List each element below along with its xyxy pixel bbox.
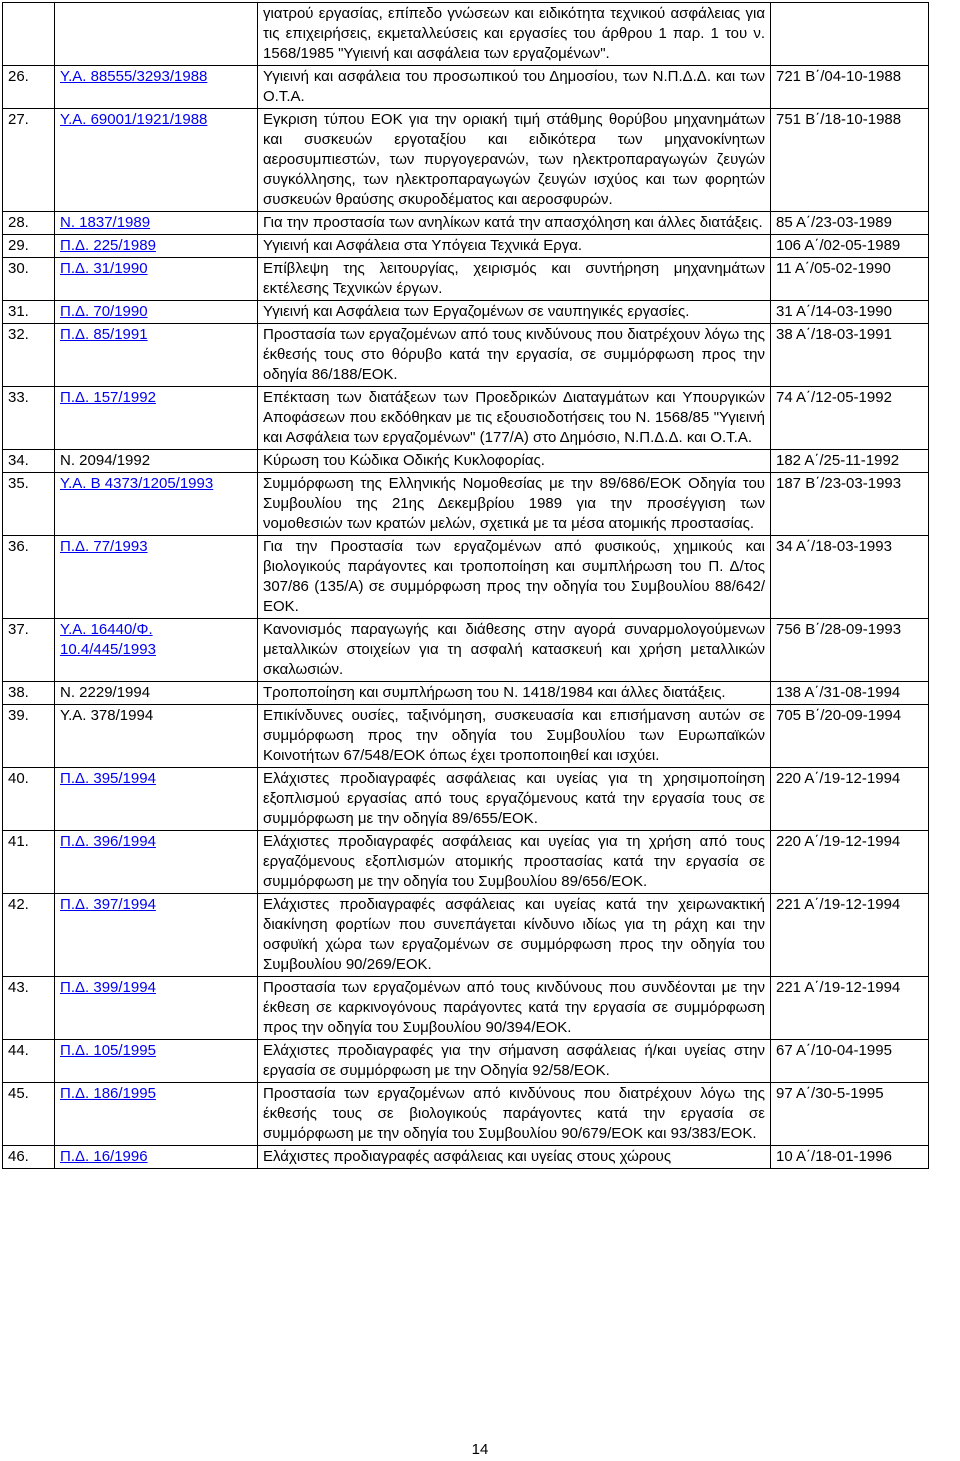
gazette-reference: 221 Α΄/19-12-1994 [771,977,929,1040]
table-row [3,831,929,894]
law-description: Ελάχιστες προδιαγραφές ασφάλειας και υγείας για τη χρησιμοποίηση εξοπλισμού εργασίας από τους εργαζόμενους κατά την εργασία τους σε συμμόρφωση με την οδηγία 89/655/ΕΟΚ. [258,768,771,831]
gazette-reference: 187 Β΄/23-03-1993 [771,473,929,536]
row-number: 34. [3,450,55,473]
gazette-reference: 138 Α΄/31-08-1994 [771,682,929,705]
law-reference-cell [55,66,258,109]
row-number: 37. [3,619,55,682]
row-number: 42. [3,894,55,977]
law-reference-cell [55,473,258,536]
law-reference-cell [55,1083,258,1146]
table-row [3,619,929,682]
law-reference-link[interactable]: Π.Δ. 186/1995 [60,1085,156,1102]
law-reference-cell [55,831,258,894]
table-row [3,977,929,1040]
table-row [3,235,929,258]
law-reference-cell [55,450,258,473]
table-row [3,324,929,387]
row-number: 46. [3,1146,55,1169]
table-row [3,450,929,473]
page-number: 14 [471,1441,489,1458]
law-reference-link[interactable]: Π.Δ. 85/1991 [60,326,148,343]
law-description: Προστασία των εργαζομένων από τους κινδύνους που συνδέονται με την έκθεση σε καρκινογόνους παράγοντες κατά την εργασία σε συμμόρφωση προς την οδηγία του Συμβουλίου 90/394/ΕΟΚ. [258,977,771,1040]
law-reference-cell [55,212,258,235]
row-number [3,3,55,66]
law-reference-link[interactable]: Π.Δ. 395/1994 [60,770,156,787]
gazette-reference: 221 Α΄/19-12-1994 [771,894,929,977]
gazette-reference: 85 Α΄/23-03-1989 [771,212,929,235]
table-row [3,1083,929,1146]
gazette-reference: 106 Α΄/02-05-1989 [771,235,929,258]
law-description: Υγιεινή και Ασφάλεια στα Υπόγεια Τεχνικά Εργα. [258,235,771,258]
gazette-reference: 705 Β΄/20-09-1994 [771,705,929,768]
law-description: Ελάχιστες προδιαγραφές ασφάλειας και υγείας στους χώρους [258,1146,771,1169]
gazette-reference: 11 Α΄/05-02-1990 [771,258,929,301]
law-reference-cell [55,977,258,1040]
law-reference-cell [55,109,258,212]
law-description: Κύρωση του Κώδικα Οδικής Κυκλοφορίας. [258,450,771,473]
law-description: Κανονισμός παραγωγής και διάθεσης στην αγορά συναρμολογούμενων μεταλλικών στοιχείων για τη ασφαλή κατασκευή και χρήση μεταλλικών σκαλωσιών. [258,619,771,682]
law-description: Για την Προστασία των εργαζομένων από φυσικούς, χημικούς και βιολογικούς παράγοντες και τροποποίηση και συμπλήρωση του Π. Δ/τος 307/86 (135/Α) σε συμμόρφωση προς την οδηγία του Συμβουλίου 88/642/ΕΟΚ. [258,536,771,619]
table-row [3,894,929,977]
gazette-reference: 97 Α΄/30-5-1995 [771,1083,929,1146]
table-row [3,536,929,619]
law-reference-cell [55,1146,258,1169]
row-number: 39. [3,705,55,768]
law-reference-link[interactable]: Π.Δ. 396/1994 [60,833,156,850]
law-reference-link[interactable]: Π.Δ. 399/1994 [60,979,156,996]
law-reference-link[interactable]: Π.Δ. 105/1995 [60,1042,156,1059]
row-number: 38. [3,682,55,705]
row-number: 31. [3,301,55,324]
table-row [3,3,929,66]
law-reference-link[interactable]: Υ.Α. 16440/Φ. 10.4/445/1993 [60,621,156,658]
law-description: Υγιεινή και ασφάλεια του προσωπικού του Δημοσίου, των Ν.Π.Δ.Δ. και των Ο.Τ.Α. [258,66,771,109]
row-number: 44. [3,1040,55,1083]
table-row [3,682,929,705]
legislation-rows [3,3,929,1169]
law-description: Ελάχιστες προδιαγραφές για την σήμανση ασφάλειας ή/και υγείας στην εργασία σε συμμόρφωση με την Οδηγία 92/58/ΕΟΚ. [258,1040,771,1083]
law-reference-link[interactable]: Π.Δ. 16/1996 [60,1148,148,1165]
row-number: 35. [3,473,55,536]
row-number: 43. [3,977,55,1040]
row-number: 30. [3,258,55,301]
gazette-reference: 220 Α΄/19-12-1994 [771,768,929,831]
law-reference-cell [55,894,258,977]
law-reference-cell [55,324,258,387]
gazette-reference: 756 Β΄/28-09-1993 [771,619,929,682]
law-description: Επικίνδυνες ουσίες, ταξινόμηση, συσκευασία και επισήμανση αυτών σε συμμόρφωση προς την οδηγία του Συμβουλίου των Ευρωπαϊκών Κοινοτήτων 67/548/ΕΟΚ όπως έχει τροποποιηθεί και ισχύει. [258,705,771,768]
table-row [3,109,929,212]
legislation-table [2,2,929,1169]
law-description: Ελάχιστες προδιαγραφές ασφάλειας και υγείας κατά την χειρωνακτική διακίνηση φορτίων που συνεπάγεται κίνδυνο ιδίως για τη ράχη και την οσφυϊκή χώρα των εργαζομένων σε συμμόρφωση προς την οδηγία του Συμβουλίου 90/269/ΕΟΚ. [258,894,771,977]
law-reference-cell [55,682,258,705]
law-reference-link[interactable]: Π.Δ. 70/1990 [60,303,148,320]
law-description: Υγιεινή και Ασφάλεια των Εργαζομένων σε ναυπηγικές εργασίες. [258,301,771,324]
gazette-reference: 182 Α΄/25-11-1992 [771,450,929,473]
law-description: Επέκταση των διατάξεων των Προεδρικών Διαταγμάτων και Υπουργικών Αποφάσεων που εκδόθηκαν με τις εξουσιοδοτήσεις του Ν. 1568/85 "Υγιεινή και Ασφάλεια των εργαζομένων" (177/Α) στο Δημόσιο, Ν.Π.Δ.Δ. και Ο.Τ.Α. [258,387,771,450]
law-reference-cell [55,536,258,619]
table-row [3,1040,929,1083]
law-description: Τροποποίηση και συμπλήρωση του Ν. 1418/1984 και άλλες διατάξεις. [258,682,771,705]
law-reference-cell [55,1040,258,1083]
law-reference-cell [55,768,258,831]
gazette-reference [771,3,929,66]
table-row [3,66,929,109]
gazette-reference: 31 Α΄/14-03-1990 [771,301,929,324]
gazette-reference: 721 Β΄/04-10-1988 [771,66,929,109]
row-number: 45. [3,1083,55,1146]
law-description: Ελάχιστες προδιαγραφές ασφάλειας και υγείας για τη χρήση από τους εργαζόμενους εξοπλισμών ατομικής προστασίας κατά την εργασία σε συμμόρφωση με την οδηγία του Συμβουλίου 89/656/ΕΟΚ. [258,831,771,894]
law-reference-text: Υ.Α. 378/1994 [60,707,154,724]
row-number: 26. [3,66,55,109]
law-description: Για την προστασία των ανηλίκων κατά την απασχόληση και άλλες διατάξεις. [258,212,771,235]
table-row [3,705,929,768]
law-reference-cell [55,705,258,768]
gazette-reference: 10 Α΄/18-01-1996 [771,1146,929,1169]
law-description: Επίβλεψη της λειτουργίας, χειρισμός και συντήρηση μηχανημάτων εκτέλεσης Τεχνικών έργων. [258,258,771,301]
table-row [3,258,929,301]
gazette-reference: 751 Β΄/18-10-1988 [771,109,929,212]
law-reference-link[interactable]: Π.Δ. 225/1989 [60,237,156,254]
gazette-reference: 38 Α΄/18-03-1991 [771,324,929,387]
law-reference-link[interactable]: Π.Δ. 157/1992 [60,389,156,406]
table-row [3,301,929,324]
law-reference-link[interactable]: Υ.Α. 69001/1921/1988 [60,111,208,128]
row-number: 40. [3,768,55,831]
law-reference-link[interactable]: Π.Δ. 31/1990 [60,260,148,277]
table-row [3,768,929,831]
table-row [3,387,929,450]
law-reference-cell [55,3,258,66]
table-row [3,1146,929,1169]
law-description: Εγκριση τύπου ΕΟΚ για την οριακή τιμή στάθμης θορύβου μηχανημάτων και συσκευών εργοταξίου και ειδικότερα των μηχανοκίνητων αεροσυμπιεστών, των πυργογερανών, των ηλεκτροπαραγωγών ζευγών συγκόλλησης, των ηλεκτροπαραγωγών ζευγών ισχύος και των φορητών συσκευών θραύσης σκυροδέματος και αεροσφυρών. [258,109,771,212]
law-reference-cell [55,258,258,301]
row-number: 41. [3,831,55,894]
gazette-reference: 67 Α΄/10-04-1995 [771,1040,929,1083]
gazette-reference: 220 Α΄/19-12-1994 [771,831,929,894]
law-reference-link[interactable]: Π.Δ. 397/1994 [60,896,156,913]
table-row [3,473,929,536]
row-number: 27. [3,109,55,212]
table-row [3,212,929,235]
gazette-reference: 34 Α΄/18-03-1993 [771,536,929,619]
law-description: Συμμόρφωση της Ελληνικής Νομοθεσίας με την 89/686/ΕΟΚ Οδηγία του Συμβουλίου της 21ης Δεκεμβρίου 1989 για την προσέγγιση των νομοθεσιών των κρατών μελών, σχετικά με τα μέσα ατομικής προστασίας. [258,473,771,536]
law-description: Προστασία των εργαζομένων από κινδύνους που διατρέχουν λόγω της έκθεσής τους σε βιολογικούς παράγοντες κατά την εργασία σε συμμόρφωση με την οδηγία του Συμβουλίου 90/679/ΕΟΚ και 93/383/ΕΟΚ. [258,1083,771,1146]
law-description: γιατρού εργασίας, επίπεδο γνώσεων και ειδικότητα τεχνικού ασφάλειας για τις επιχειρήσεις, εκμεταλλεύσεις και εργασίες του άρθρου 1 παρ. 1 του ν. 1568/1985 "Υγιεινή και ασφάλεια των εργαζομένων". [258,3,771,66]
law-reference-cell [55,387,258,450]
law-reference-link[interactable]: Π.Δ. 77/1993 [60,538,148,555]
row-number: 29. [3,235,55,258]
law-reference-cell [55,301,258,324]
law-description: Προστασία των εργαζομένων από τους κινδύνους που διατρέχουν λόγω της έκθεσής τους στο θόρυβο κατά την εργασία, σε συμμόρφωση προς την οδηγία 86/188/ΕΟΚ. [258,324,771,387]
gazette-reference: 74 Α΄/12-05-1992 [771,387,929,450]
row-number: 33. [3,387,55,450]
law-reference-link[interactable]: Υ.Α. 88555/3293/1988 [60,68,208,85]
row-number: 28. [3,212,55,235]
law-reference-text: Ν. 2229/1994 [60,684,151,701]
law-reference-cell [55,619,258,682]
law-reference-text: Ν. 2094/1992 [60,452,151,469]
law-reference-cell [55,235,258,258]
law-reference-link[interactable]: Υ.Α. Β 4373/1205/1993 [60,475,214,492]
row-number: 32. [3,324,55,387]
row-number: 36. [3,536,55,619]
law-reference-link[interactable]: Ν. 1837/1989 [60,214,151,231]
